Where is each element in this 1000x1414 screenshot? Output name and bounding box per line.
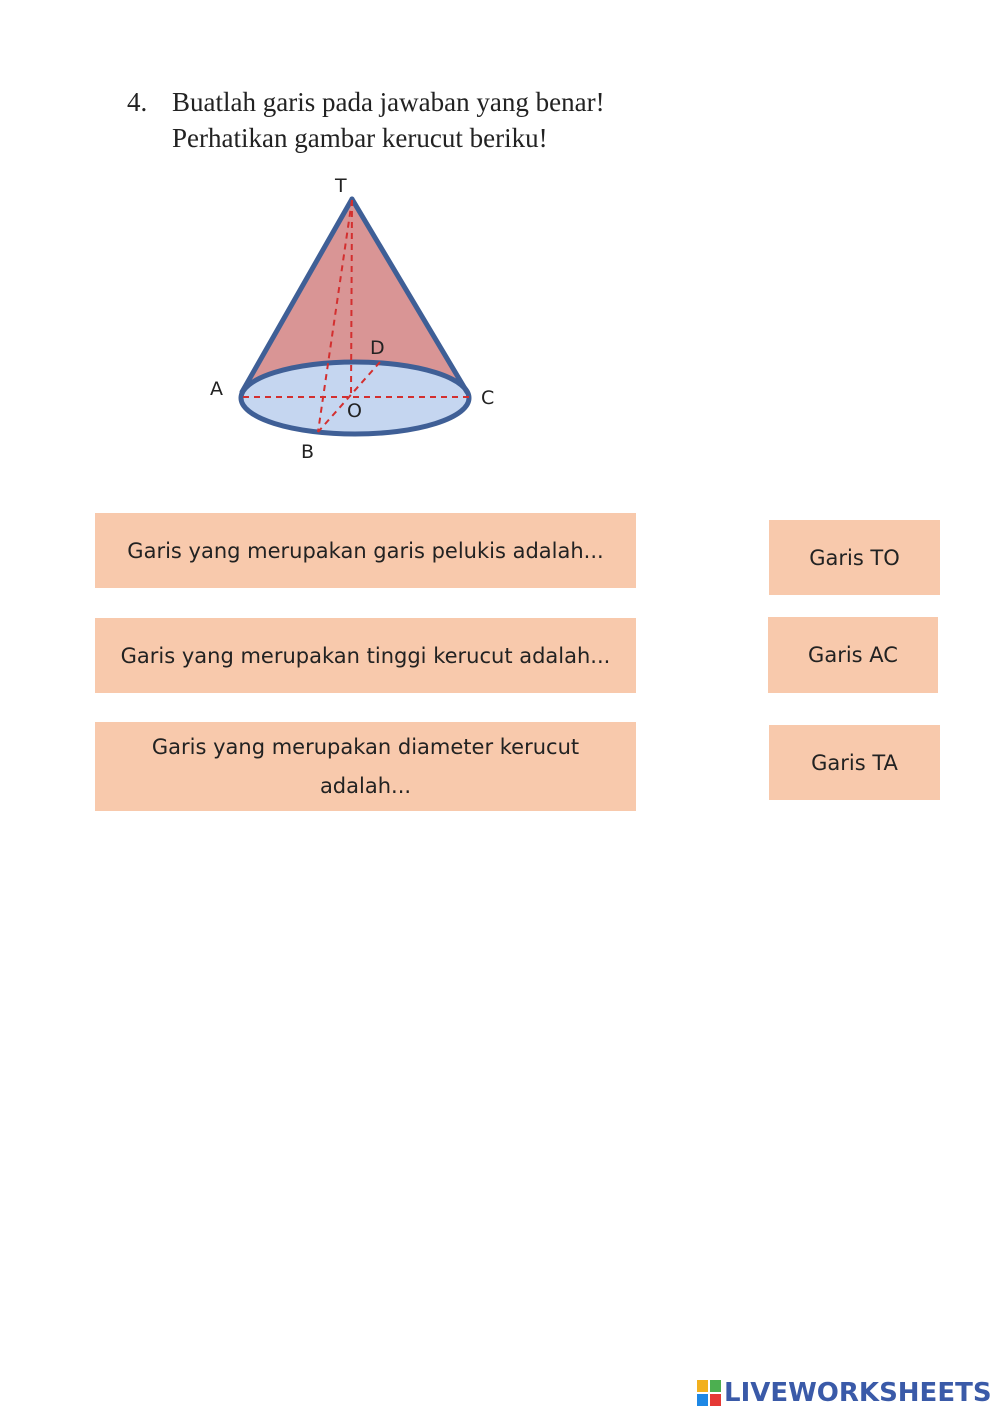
prompt-box-3[interactable]: Garis yang merupakan diameter kerucut adalah... bbox=[95, 722, 636, 811]
answer-box-3[interactable]: Garis TA bbox=[769, 725, 940, 800]
label-B: B bbox=[301, 441, 315, 463]
prompt-box-1[interactable]: Garis yang merupakan garis pelukis adalah... bbox=[95, 513, 636, 588]
question-instruction: Buatlah garis pada jawaban yang benar! bbox=[172, 87, 605, 117]
question-subinstruction: Perhatikan gambar kerucut beriku! bbox=[172, 123, 548, 153]
liveworksheets-logo-icon bbox=[697, 1380, 721, 1406]
label-D: D bbox=[370, 337, 385, 359]
liveworksheets-brand bbox=[697, 1377, 992, 1409]
label-T: T bbox=[335, 175, 347, 197]
label-C: C bbox=[481, 387, 495, 409]
answer-box-1[interactable]: Garis TO bbox=[769, 520, 940, 595]
prompt-box-2[interactable]: Garis yang merupakan tinggi kerucut adalah... bbox=[95, 618, 636, 693]
cone-figure bbox=[200, 168, 520, 468]
label-A: A bbox=[210, 378, 223, 400]
label-O: O bbox=[347, 400, 362, 422]
question-number: 4. bbox=[127, 87, 148, 117]
answer-box-2[interactable]: Garis AC bbox=[768, 617, 938, 693]
cone-diagram bbox=[200, 168, 520, 468]
liveworksheets-wordmark: LIVEWORKSHEETS bbox=[724, 1378, 992, 1408]
